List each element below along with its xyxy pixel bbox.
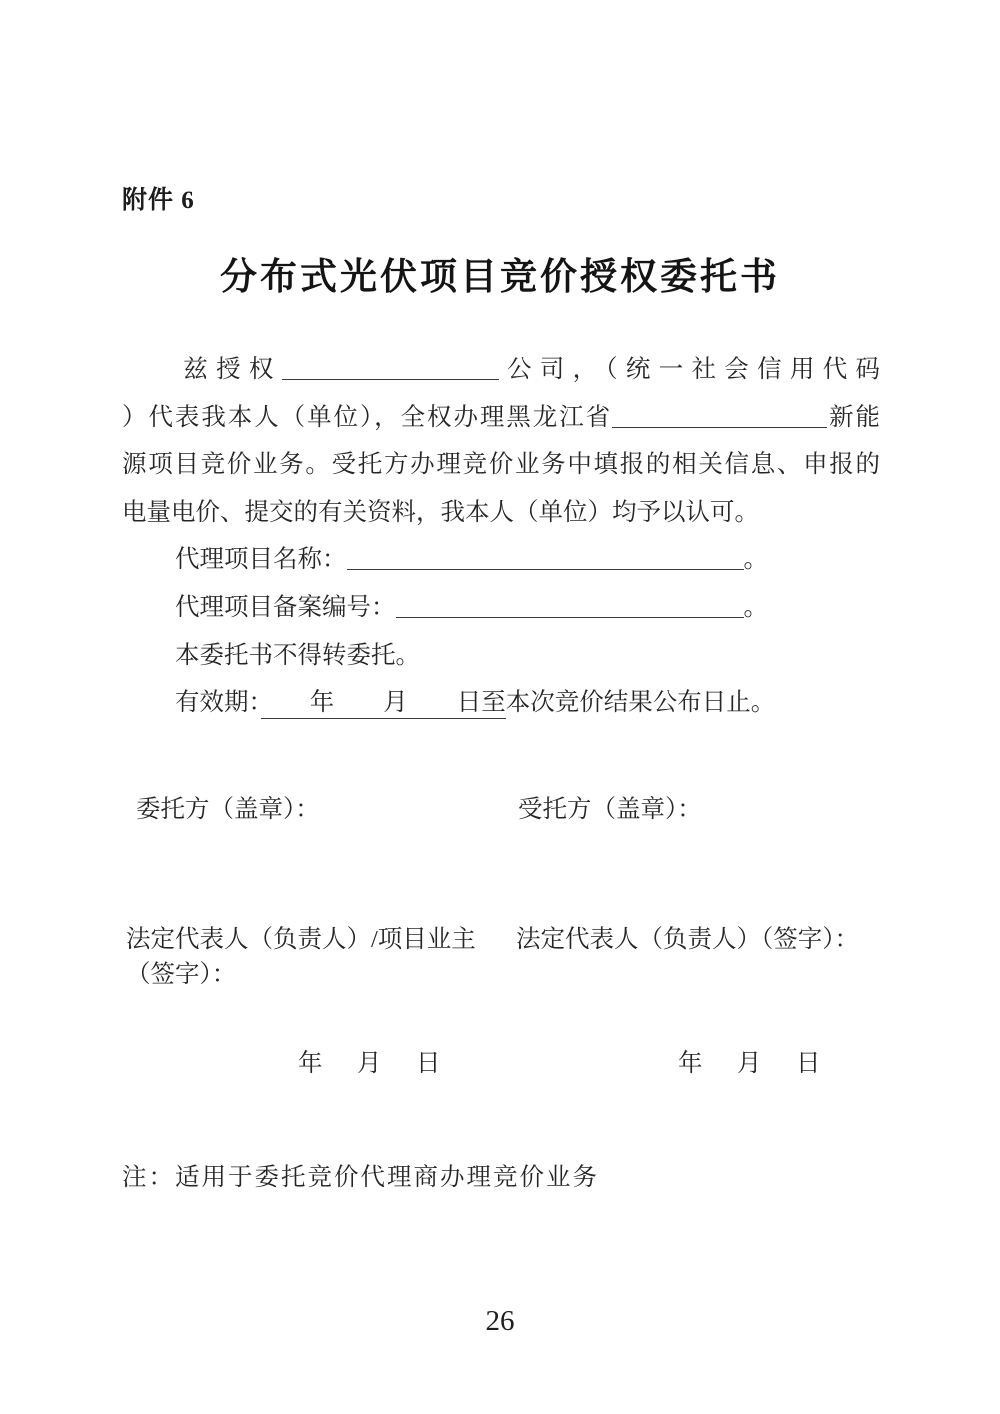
paragraph-line-1	[122, 346, 880, 394]
authorize-text: 兹授权	[175, 356, 282, 383]
project-name-line	[122, 536, 880, 584]
legal-left-line1: 法定代表人（负责人）/项目业主	[126, 926, 476, 953]
new-energy-text: 新能	[827, 403, 881, 431]
validity-label: 有效期：	[175, 689, 261, 717]
legal-left-line2: （签字）：	[126, 960, 237, 988]
validity-line	[122, 679, 880, 727]
attachment-label: 附件 6	[122, 187, 195, 214]
page-number: 26	[485, 1305, 515, 1337]
legal-representative-right-block: 法定代表人（负责人）（签字）：	[516, 926, 859, 953]
paragraph-line-3: 源项目竞价业务。受托方办理竞价业务中填报的相关信息、申报的	[122, 451, 880, 479]
period-mark: 。	[743, 593, 768, 621]
region-blank-line	[612, 403, 827, 428]
no-subdelegation-text: 本委托书不得转委托。	[175, 641, 420, 669]
company-suffix-text: 公司，（统一社会信用代码	[498, 356, 880, 383]
record-number-line	[122, 584, 880, 632]
principal-seal-label: 委托方（盖章）：	[136, 796, 320, 823]
agent-date-placeholder: 年 月 日	[678, 1050, 826, 1077]
paragraph-line-2	[122, 394, 880, 442]
note-line: 注：适用于委托竞价代理商办理竞价业务	[122, 1164, 599, 1191]
document-title: 分布式光伏项目竞价授权委托书	[220, 257, 780, 298]
validity-date-blank: 年 月 日至	[261, 689, 506, 719]
project-name-blank-line	[347, 546, 744, 571]
record-number-label: 代理项目备案编号：	[175, 593, 396, 621]
record-number-blank-line	[396, 593, 744, 618]
paragraph-line-4: 电量电价、提交的有关资料，我本人（单位）均予以认可。	[122, 498, 759, 526]
period-mark: 。	[743, 546, 768, 574]
project-name-label: 代理项目名称：	[175, 546, 347, 574]
represent-text: ）代表我本人（单位），全权办理黑龙江省	[122, 403, 613, 431]
principal-date-placeholder: 年 月 日	[298, 1050, 446, 1077]
company-name-blank-line	[282, 356, 499, 381]
legal-representative-left-block	[126, 923, 518, 992]
no-subdelegation-line	[122, 632, 880, 680]
validity-rest-text: 本次竞价结果公布日止。	[505, 689, 776, 717]
agent-seal-label: 受托方（盖章）：	[518, 796, 702, 823]
body-paragraph	[122, 346, 880, 727]
